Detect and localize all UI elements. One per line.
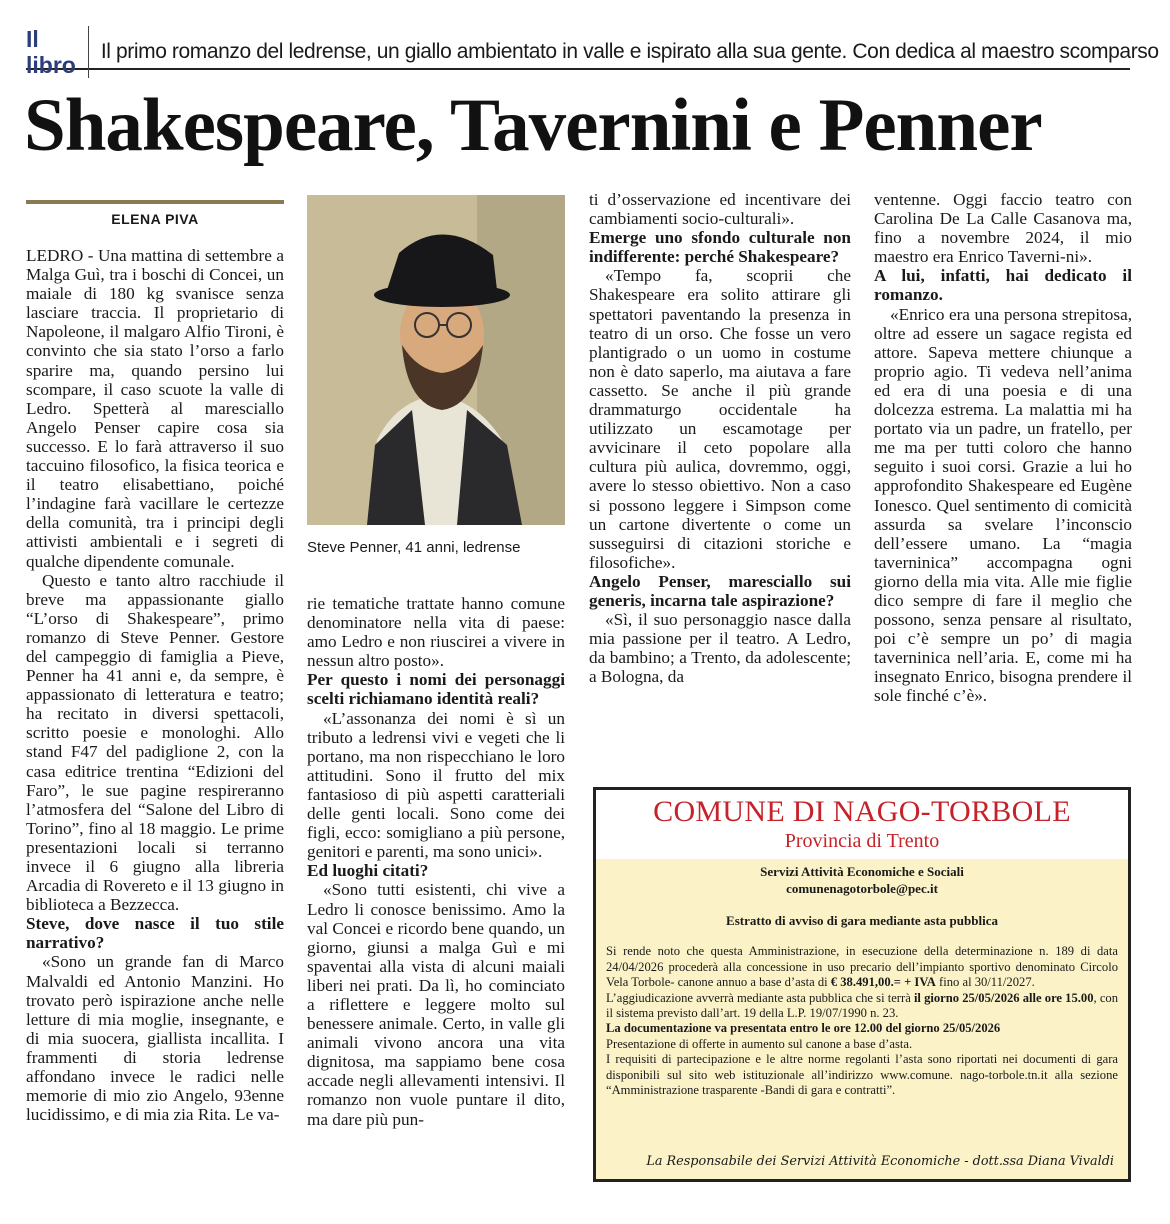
author-byline: ELENA PIVA [111,211,199,227]
article-paragraph: rie tematiche trattate hanno comune denominatore nella vita di paese: amo Ledro e non riuscirei a vivere in nessun altro posto». [307,594,565,671]
article-paragraph: «Sono tutti esistenti, chi vive a Ledro li conosce benissimo. Amo la val Concei e ricordo bene quando, un giorno, giunsi a malga Guì e mi spaventai alla vista di alcuni maiali liberi nei prati. Da lì, ho cominciato a riflettere e leggere molto sul benessere animale. Certo, in valle gli animali vivono ancora una vita dignitosa, ma sappiamo bene cosa accade negli allevamenti intensivi. Il romanzo non vuole puntare il dito, ma dare più pun- [307,880,565,1129]
interview-question: Angelo Penser, maresciallo sui generis, incarna tale aspirazione? [589,571,851,610]
interview-question: Steve, dove nasce il tuo stile narrativo? [26,914,284,953]
interview-question: A lui, infatti, hai dedicato il romanzo. [874,266,1132,305]
article-paragraph: «L’assonanza dei nomi è sì un tributo a ledrensi vivi e vegeti che li portano, ma non rispecchiano le loro attitudini. Sono il frutto del mix fantasioso di più aspetti caratteriali delle genti locali. Sono come dei figli, ecco: somigliano a più persone, genitori e parenti, ma sono unici». [307,708,565,862]
ad-paragraph [606,991,1118,1022]
ad-paragraph: Presentazione di offerte in aumento sul canone a base d’asta. [606,1036,913,1051]
section-label: Il libro [26,26,89,78]
article-paragraph: «Enrico era una persona strepitosa, oltre ad essere un sagace regista ed attore. Sapeva mettere chiunque a proprio agio. Ti vedeva nell’anima ed era di una poesia e di una dolcezza estrema. La malattia mi ha portato via un padre, un fratello, per me ma per tutti coloro che hanno seguito i suoi corsi. Grazie a lui ho approfondito Shakespeare ed Eugène Ionesco. Quel sentimento di comicità assurda sa svelare l’inconscio dell’essere umano. La “magia taverninica” accompagna ogni giorno della mia vita. Alle mie figlie dico sempre di fare il meglio che possono, senza pensare al risultato, poi c’è sempre un po’ di magia taverninica nell’aria. E, come mi ha insegnato Enrico, bisogna prendere il sole finché c’è». [874,304,1132,706]
author-rule [26,200,284,204]
article-paragraph: «Sì, il suo personaggio nasce dalla mia passione per il teatro. A Ledro, da bambino; a Trento, da adolescente; a Bologna, da [589,610,851,687]
article-paragraph: ti d’osservazione ed incentivare dei cambiamenti socio-culturali». [589,190,851,229]
article-column-4 [874,190,1132,706]
ad-paragraph [606,944,1118,990]
ad-title: COMUNE DI NAGO-TORBOLE [653,795,1071,828]
ad-deadline: La documentazione va presentata entro le ore 12.00 del giorno 25/05/2026 [606,1021,1001,1036]
article-paragraph: ventenne. Oggi faccio teatro con Carolina De La Calle Casanova ma, fino a novembre 2024, il mio maestro era Enrico Taverni-ni». [874,190,1132,267]
article-paragraph: «Tempo fa, scoprii che Shakespeare era solito attirare gli spettatori paventando la presenza in teatro di un orso. Che fosse un vero plantigrado o un uomo in costume non è dato saperlo, ma aiutava a fare cassetto. Se anche il più grande drammaturgo occidentale ha utilizzato un escamotage per avvicinare il ceto popolare alla cultura più aulica, dovremmo, oggi, avere lo stesso obiettivo. Non a caso si possono leggere i Simpson come un cartone divertente o come un susseguirsi di citazioni storiche e filosofiche». [589,266,851,572]
article-column-3 [589,190,851,686]
photo-caption: Steve Penner, 41 anni, ledrense [307,539,521,556]
ad-office: Servizi Attività Economiche e Sociali [760,864,964,879]
ad-notice-heading: Estratto di avviso di gara mediante asta pubblica [726,913,998,928]
ad-subtitle: Provincia di Trento [784,830,940,852]
ad-signature: La Responsabile dei Servizi Attività Economiche - dott.ssa Diana Vivaldi [646,1154,1114,1169]
interview-question: Ed luoghi citati? [307,861,429,881]
article-column-2 [307,594,565,1129]
interview-question: Emerge uno sfondo culturale non indifferente: perché Shakespeare? [589,228,851,267]
ad-header [596,790,1128,859]
ad-text-span: L’aggiudicazione avverrà mediante asta pubblica che si terrà [606,990,914,1005]
public-notice-ad [593,787,1131,1182]
ad-amount: € 38.491,00.= + IVA [830,975,936,990]
article-paragraph: «Sono un grande fan di Marco Malvaldi ed Antonio Manzini. Ho trovato però ispirazione anche nelle letture di mia moglie, insegnante, e di mia suocera, giallista incallita. I frammenti di storia ledrense affondano invece le radici nelle memorie di mio zio Angelo, 93enne lucidissimo, e di mia zia Rita. Le va- [26,952,284,1125]
ad-text-span: fino al 30/11/2027. [935,975,1035,990]
kicker-subtitle: Il primo romanzo del ledrense, un giallo ambientato in valle e ispirato alla sua gente. Con dedica al maestro scomparso [100,40,1159,63]
interview-question: Per questo i nomi dei personaggi scelti richiamano identità reali? [307,670,565,709]
ad-email: comunenagotorbole@pec.it [786,880,938,896]
ad-text-span: Si rende noto che questa Amministrazione, in esecuzione della determinazione n. 189 di data 24/04/2026 procederà alla concessione in uso precario dell’impianto sportivo denominato Circolo Vela Torbole- canone annuo a base d’asta di [606,944,1118,990]
author-photo [307,195,565,525]
ad-date: il giorno 25/05/2026 alle ore 15.00 [913,990,1094,1005]
article-paragraph: Questo e tanto altro racchiude il breve ma appassionante giallo “L’orso di Shakespeare”, primo romanzo di Steve Penner. Gestore del campeggio di famiglia a Pieve, Penner ha 41 anni e, da sempre, è appassionato di letteratura e teatro; ha recitato in diversi spettacoli, scritto poesie e monologhi. Allo stand F47 del padiglione 2, con la casa editrice trentina “Edizioni del Faro”, le sue pagine respireranno l’atmosfera del “Salone del Libro di Torino”, fino al 18 maggio. Le prime presentazioni locali si terranno invece il 6 giugno alla libreria Arcadia di Rovereto e il 13 giugno in biblioteca a Bezzecca. [26,570,284,915]
article-headline: Shakespeare, Tavernini e Penner [24,84,1042,167]
article-kicker [26,26,1159,78]
ad-body [606,864,1118,1098]
article-paragraph: LEDRO - Una mattina di settembre a Malga Guì, tra i boschi di Concei, un maiale di 180 kg svanisce senza lasciare traccia. Il proprietario di Napoleone, il malgaro Alfio Tironi, è convinto che sia stato l’orso a farlo sparire ma, quando persino lui scompare, il caso scuote la valle di Ledro. Spetterà al maresciallo Angelo Penser capire cosa sia successo. E lo farà attraverso il suo taccuino filosofico, la fisica teorica e il teatro elisabettiano, poiché l’indagine farà vacillare le certezze della comunità, tra i principi degli attivisti ambientali e i segreti di qualche dipendente comunale. [26,246,284,571]
ad-text-span: , con il sistema previsto dall’art. 19 della L.P. 19/07/1990 n. 23. [606,990,1118,1021]
ad-paragraph [606,1021,1118,1036]
ad-paragraph: I requisiti di partecipazione e le altre norme regolanti l’asta sono riportati nei documenti di gara disponibili sul sito web istituzionale all’indirizzo www.comune. nago-torbole.tn.it alla sezione “Amministrazione trasparente -Bandi di gara e contratti”. [606,1052,1118,1098]
article-column-1 [26,246,284,1124]
ad-text [606,944,1118,1098]
